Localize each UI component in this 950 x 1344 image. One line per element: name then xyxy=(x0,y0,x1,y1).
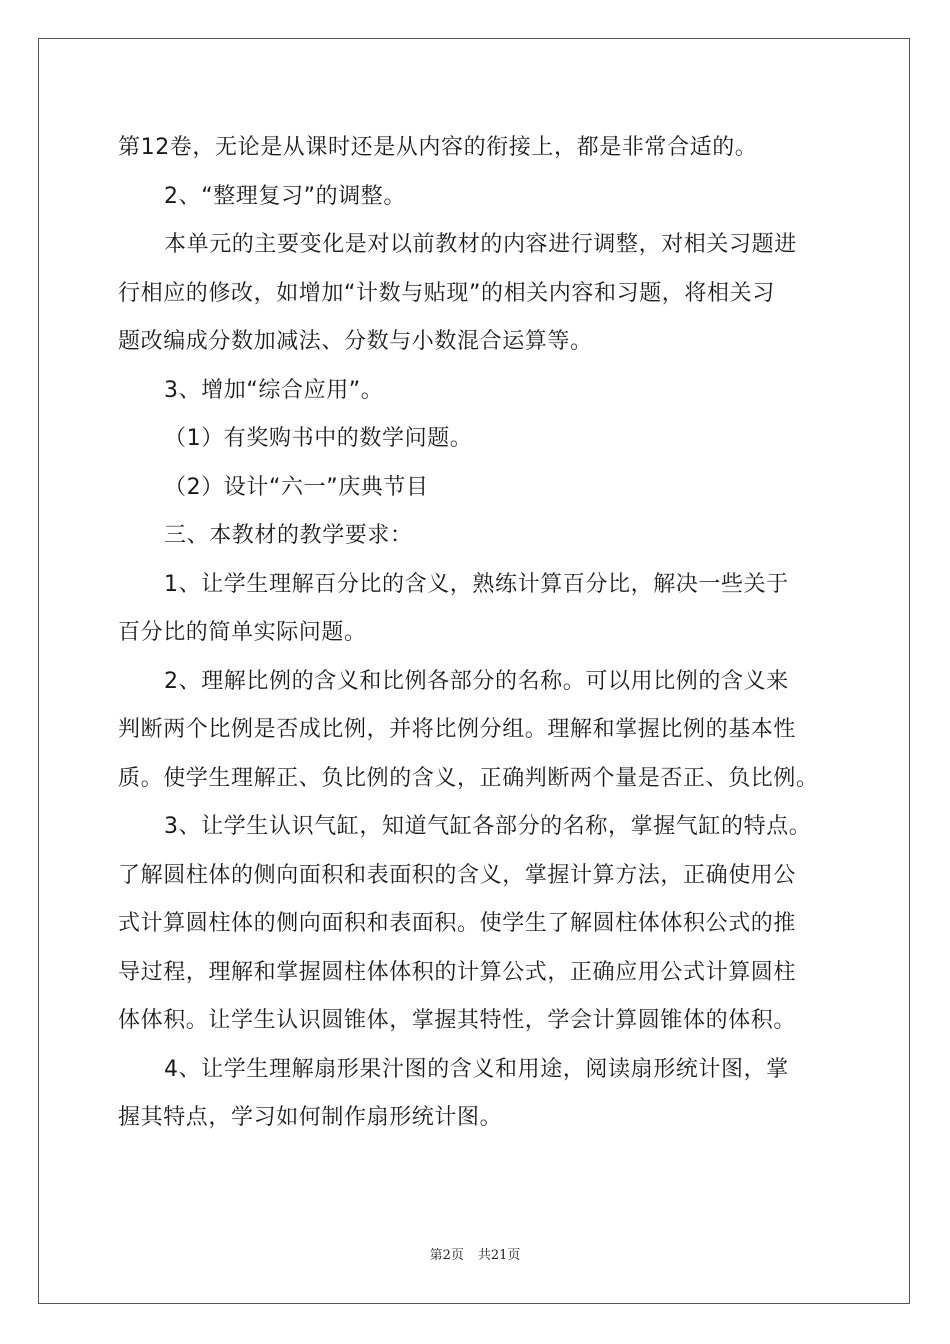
text-line: 本单元的主要变化是对以前教材的内容进行调整，对相关习题进 xyxy=(164,232,797,257)
text-line: 三、本教材的教学要求： xyxy=(164,523,413,548)
text-line: 4、让学生理解扇形果汁图的含义和用途，阅读扇形统计图，掌 xyxy=(164,1056,789,1082)
page-number: 第2页 xyxy=(429,1248,464,1263)
page-total: 共21页 xyxy=(477,1248,521,1263)
text-line: 质。使学生理解正、负比例的含义，正确判断两个量是否正、负比例。 xyxy=(118,765,819,791)
text-line: 3、增加“综合应用”。 xyxy=(164,377,384,403)
text-line: 3、让学生认识气缸，知道气缸各部分的名称，掌握气缸的特点。 xyxy=(164,814,812,839)
text-line: 式计算圆柱体的侧向面积和表面积。使学生了解圆柱体体积公式的推 xyxy=(118,911,797,936)
text-line: 体体积。让学生认识圆锥体，掌握其特性，学会计算圆锥体的体积。 xyxy=(118,1008,797,1033)
text-line: 2、“整理复习”的调整。 xyxy=(164,183,406,209)
text-line: 1、让学生理解百分比的含义，熟练计算百分比，解决一些关于 xyxy=(164,571,789,597)
document-body xyxy=(118,128,833,1147)
text-line: 行相应的修改，如增加“计数与贴现”的相关内容和习题，将相关习 xyxy=(118,280,775,306)
page-footer xyxy=(0,1244,950,1263)
text-line: 判断两个比例是否成比例，并将比例分组。理解和掌握比例的基本性 xyxy=(118,717,797,742)
text-line: 2、理解比例的含义和比例各部分的名称。可以用比例的含义来 xyxy=(164,668,789,694)
text-line: 百分比的简单实际问题。 xyxy=(118,620,367,645)
text-line: 导过程，理解和掌握圆柱体体积的计算公式，正确应用公式计算圆柱 xyxy=(118,959,797,985)
text-line: 握其特点，学习如何制作扇形统计图。 xyxy=(118,1105,503,1130)
text-line: 了解圆柱体的侧向面积和表面积的含义，掌握计算方法，正确使用公 xyxy=(118,862,797,888)
text-line: 第12卷，无论是从课时还是从内容的衔接上，都是非常合适的。 xyxy=(118,135,758,160)
text-line: 题改编成分数加减法、分数与小数混合运算等。 xyxy=(118,329,593,354)
text-line: （1）有奖购书中的数学问题。 xyxy=(164,426,473,451)
text-line: （2）设计“六一”庆典节目 xyxy=(164,474,429,500)
